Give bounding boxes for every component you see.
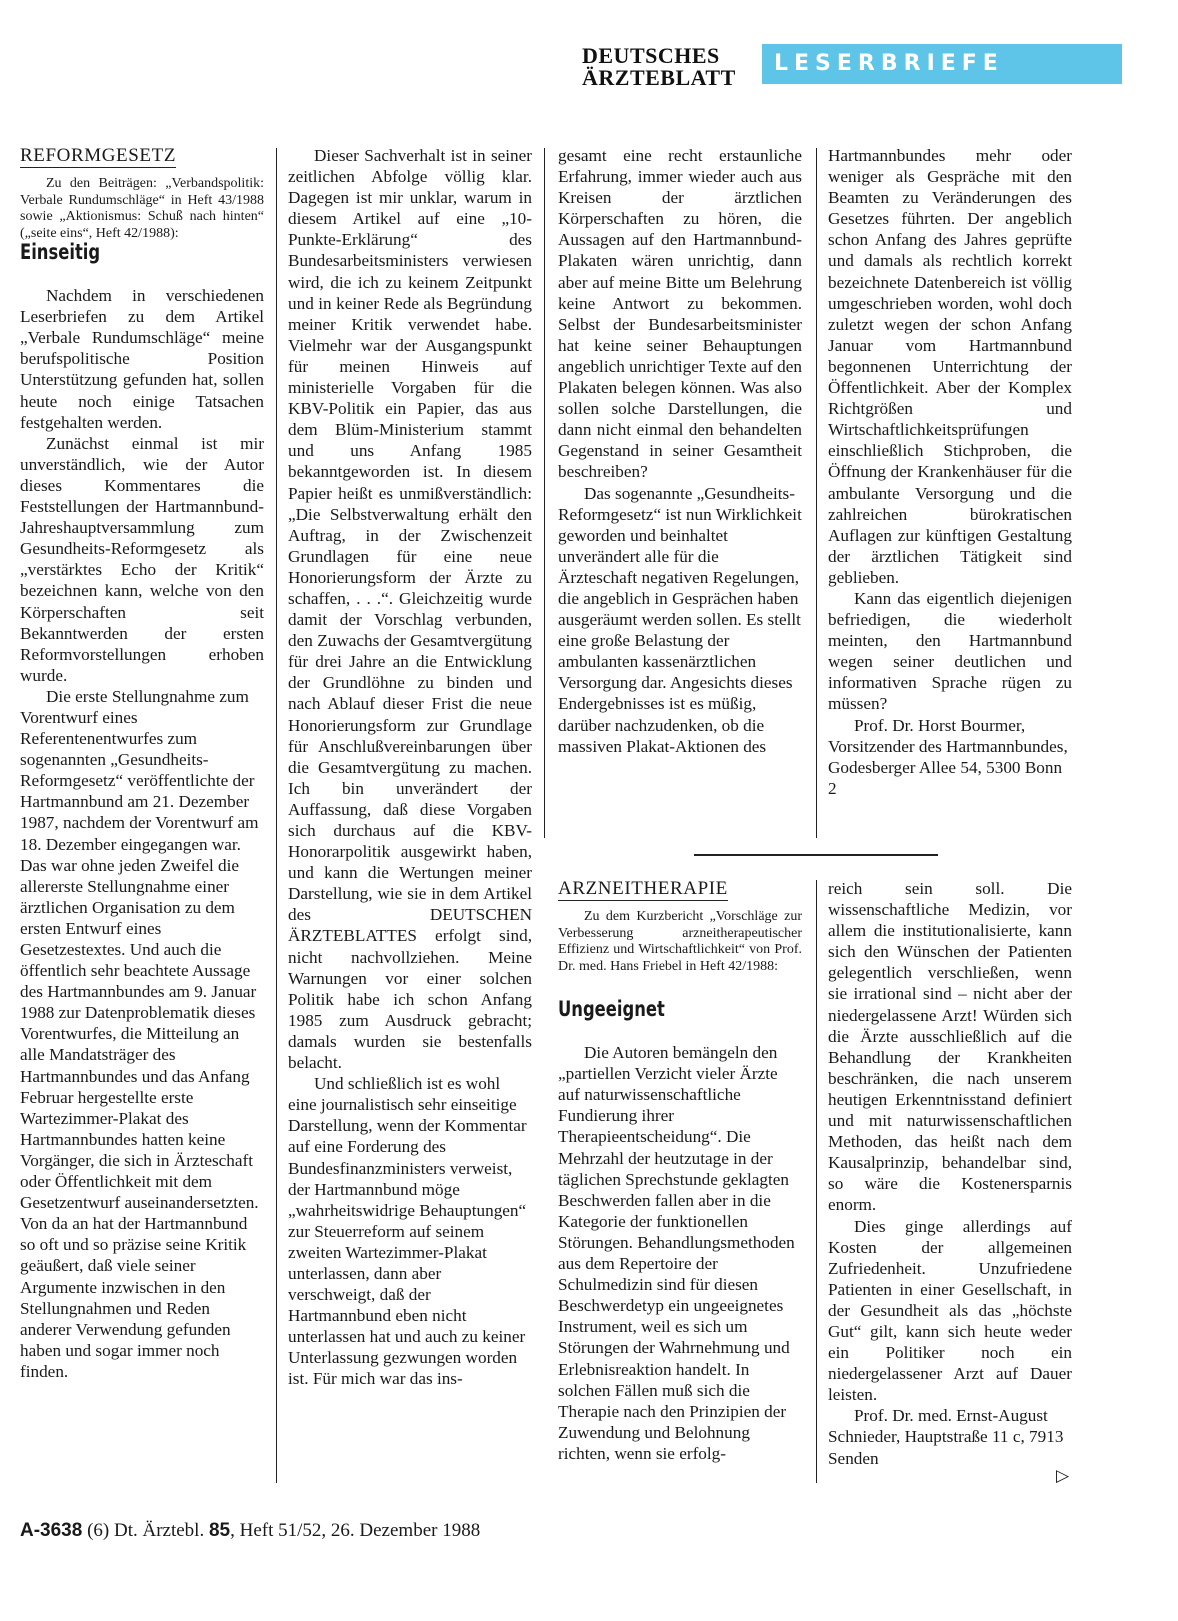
article2-signature: Prof. Dr. med. Ernst-August Schnieder, Hauptstraße 11 c, 7913 Senden [828,1406,1064,1468]
article1-paragraph: gesamt eine recht erstaunliche Erfahrung, immer wieder auch aus Kreisen der ärztlichen Körperschaften zu hören, die Aussagen auf den Hartmannbund-Plakaten wären unrichtig, dann aber auf meine Bitte um Belehrung keine Antwort zu bekommen. Selbst der Bundesarbeitsminister hat keine seiner Behauptungen angeblich unrichtiger Texte auf den Plakaten belegen können. Was also sollen solche Darstellungen, die dann nicht einmal den behandelten Gegenstand in seiner Gesamtheit beschreiben? [558,146,802,482]
column-rule-4 [816,880,817,1483]
column-rule-1 [276,148,277,1483]
article1-paragraph: Dieser Sachverhalt ist in seiner zeitlichen Abfolge völlig klar. Dagegen ist mir unklar, warum in diesem Artikel auf eine „10-Punkte-Erklärung“ des Bundesarbeitsministers verwiesen wird, die ich zu keinem Zeitpunkt und in keiner Rede als Begründung meiner Kritik verwendet habe. Vielmehr war der Ausgangspunkt für meinen Hinweis auf ministerielle Vorgaben für die KBV-Politik ein Papier, das aus dem Blüm-Ministerium stammt und uns Anfang 1985 bekanntgeworden ist. In diesem Papier heißt es unmißverständlich: „Die Selbstverwaltung erhält den Auftrag, in der Zwischenzeit Grundlagen für eine neue Honorierungsform der Ärzte zu schaffen, . . .“. Gleichzeitig wurde damit der Vorschlag verbunden, den Zuwachs der Gesamtvergütung für drei Jahre an die Entwicklung der Grundlöhne zu binden und nach Ablauf dieser Frist die neue Honorierungsform zur Grundlage für Anschlußvereinbarungen über die Gesamtvergütung zu machen. Ich bin unverändert der Auffassung, daß diese Vorgaben sich durchaus auf die KBV-Honorarpolitik ausgewirkt haben, und kann die Wertungen meiner Darstellung, wie sie in dem Artikel des DEUTSCHEN ÄRZTEBLATTES erfolgt sind, nicht nachvollziehen. Meine Warnungen vor einer solchen Politik habe ich schon Anfang 1985 zum Ausdruck gebracht; damals wurden sie bestenfalls belacht. [288,146,532,1073]
article1-signature: Prof. Dr. Horst Bourmer, Vorsitzender des Hartmannbundes, Godesberger Allee 54, 5300 Bonn 2 [828,715,1068,798]
continue-arrow-icon: ▷ [1056,1466,1070,1485]
article1-paragraph: Und schließlich ist es wohl eine journalistisch sehr einseitige Darstellung, wenn der Kommentar auf eine Forderung des Bundesfinanzministers verweist, der Hartmannbund möge „wahrheitswidrige Behauptungen“ zur Steuerreform auf seinem zweiten Wartezimmer-Plakat unterlassen, dann aber verschweigt, daß der Hartmannbund eben nicht unterlassen hat und auch zu keiner Unterlassung gezwungen worden ist. Für mich war das ins- [288,1074,527,1389]
masthead-line1: DEUTSCHES [582,43,720,68]
article1-paragraph: Das sogenannte „Gesundheits-Reformgesetz“ ist nun Wirklichkeit geworden und beinhaltet unverändert alle für die Ärzteschaft negativen Regelungen, die angeblich in Gesprächen haben ausgeräumt werden sollen. Es stellt eine große Belastung der ambulanten kassenärztlichen Versorgung dar. Angesichts dieses Endergebnisses ist es müßig, darüber nachzudenken, ob die massiven Plakat-Aktionen des [558,483,802,756]
page-footer [20,1520,480,1542]
column-3-bottom [558,878,802,1464]
column-4-bottom [828,878,1072,1469]
article2-intro: Zu dem Kurzbericht „Vorschläge zur Verbesserung arzneitherapeutischer Effizienz und Wirtschaftlichkeit“ von Prof. Dr. med. Hans Friebel in Heft 42/1988: [558,909,802,974]
section-title-reformgesetz: REFORMGESETZ [20,145,177,166]
section-tag: LESERBRIEFE [762,44,1122,84]
article1-paragraph: Zunächst einmal ist mir unverständlich, wie der Autor dieses Kommentares die Feststellungen der Hartmannbund-Jahreshauptversammlung zum Gesundheits-Reformgesetz als „verstärktes Echo der Kritik“ bezeichnen kann, welche von den Körperschaften seit Bekanntwerden der ersten Reformvorstellungen erhoben wurde. [20,433,264,685]
article1-intro: Zu den Beiträgen: „Verbandspolitik: Verbale Rundumschläge“ in Heft 43/1988 sowie „Aktionismus: Schuß nach hinten“ („seite eins“, Heft 42/1988): [20,176,264,241]
article1-paragraph: Die erste Stellungnahme zum Vorentwurf eines Referentenentwurfes zum sogenannten „Gesundheits-Reformgesetz“ veröffentlichte der Hartmannbund am 21. Dezember 1987, nachdem der Vorentwurf am 18. Dezember eingegangen war. Das war ohne jeden Zweifel die allererste Stellungnahme einer ärztlichen Organisation zu dem ersten Entwurf eines Gesetzestextes. Und auch die öffentlich sehr beachtete Aussage des Hartmannbundes am 9. Januar 1988 zur Datenproblematik dieses Vorentwurfes, die Mitteilung an alle Mandatsträger des Hartmannbundes und das Anfang Februar hergestellte erste Wartezimmer-Plakat des Hartmannbundes hatten keine Vorgänger, die sich in Ärzteschaft oder Öffentlichkeit mit dem Gesetzentwurf auseinandersetzten. Von da an hat der Hartmannbund so oft und so präzise seine Kritik geäußert, daß viele seiner Argumente inzwischen in den Stellungnahmen und Reden anderer Verwendung gefunden haben und sogar immer noch finden. [20,686,259,1381]
article2-paragraph: Dies ginge allerdings auf Kosten der allgemeinen Zufriedenheit. Unzufriedene Patienten in einer Gesellschaft, in der Gesundheit als das „höchste Gut“ gilt, kann sich heute weder ein Politiker noch ein niedergelassener Arzt auf Dauer leisten. [828,1216,1072,1405]
column-rule-3 [816,148,817,838]
article2-paragraph: Die Autoren bemängeln den „partiellen Verzicht vieler Ärzte auf naturwissenschaftliche Fundierung ihrer Therapieentscheidung“. Die Mehrzahl der heutzutage in der täglichen Sprechstunde geklagten Beschwerden fallen aber in die Kategorie der funktionellen Störungen. Behandlungsmethoden aus dem Repertoire der Schulmedizin sind für diesen Beschwerdetyp ein ungeeignetes Instrument, weil es sich um Störungen der Wahrnehmung und Erlebnisreaktion handelt. In solchen Fällen muß sich die Therapie nach den Prinzipien der Zuwendung und Belohnung richten, wenn sie erfolg- [558,1043,795,1463]
article2-paragraph: reich sein soll. Die wissenschaftliche Medizin, vor allem die institutionalisierte, kann sich den Wünschen der Patienten gelegentlich verschließen, wenn sie irrational sind – nicht aber der niedergelassene Arzt! Würden sich die Ärzte ausschließlich auf die Behandlung der Krankheiten beschränken, die nach unserem heutigen Erkenntnisstand definiert und mit naturwissenschaftlichen Methoden, das heißt nach dem Kausalprinzip, behandelbar sind, so wäre die Kostenersparnis enorm. [828,879,1072,1215]
column-3-top [558,145,802,757]
masthead-line2: ÄRZTEBLATT [582,65,736,90]
footer-issue: , Heft 51/52, 26. Dezember 1988 [230,1520,481,1541]
article1-headline: Einseitig [20,240,101,264]
column-1 [20,145,264,1382]
masthead [582,45,752,89]
footer-journal: (6) Dt. Ärztebl. [87,1520,205,1541]
footer-volume: 85 [208,1520,231,1541]
column-rule-2 [544,148,545,838]
column-4-top [828,145,1072,799]
section-title-arzneitherapie: ARZNEITHERAPIE [558,878,728,899]
article1-paragraph: Hartmannbundes mehr oder weniger als Gespräche mit den Beamten zu Veränderungen des Gesetzes führten. Der angeblich schon Anfang des Jahres geprüfte und damals als rechtlich korrekt bezeichnete Datenbereich ist völlig umgeschrieben worden, wohl doch zuletzt wegen der schon Anfang Januar vom Hartmannbund begonnenen Unterrichtung der Öffentlichkeit. Aber der Komplex Richtgrößen und Wirtschaftlichkeitsprüfungen einschließlich Stichproben, die Öffnung der Krankenhäuser für die ambulante Versorgung und die zahlreichen bürokratischen Auflagen zur künftigen Gestaltung der ärztlichen Tätigkeit sind geblieben. [828,146,1072,587]
page-number: A-3638 [20,1520,83,1541]
article-separator [694,854,938,856]
article2-headline: Ungeeignet [558,997,665,1021]
article1-paragraph: Kann das eigentlich diejenigen befriedigen, die wiederholt meinten, den Hartmannbund wegen seiner deutlichen und informativen Sprache rügen zu müssen? [828,588,1072,714]
column-2 [288,145,532,1390]
article1-paragraph: Nachdem in verschiedenen Leserbriefen zu dem Artikel „Verbale Rundumschläge“ meine berufspolitische Position Unterstützung gefunden hat, sollen heute noch einige Tatsachen festgehalten werden. [20,286,264,432]
